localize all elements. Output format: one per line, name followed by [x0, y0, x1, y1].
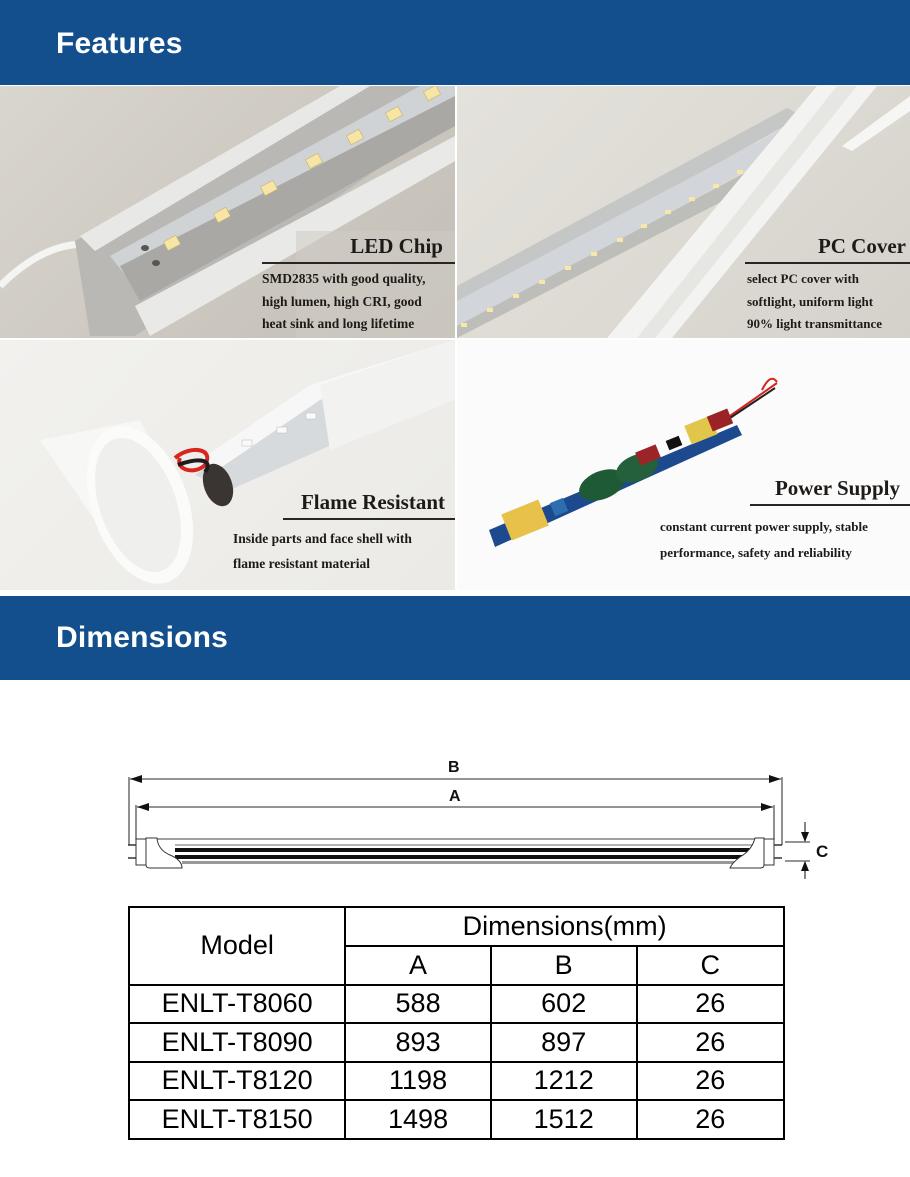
feature-caption-led-chip — [262, 234, 455, 336]
feature-line: SMD2835 with good quality, — [262, 271, 426, 286]
feature-caption-flame-resistant — [233, 490, 455, 576]
dim-b-cell: 602 — [491, 985, 637, 1024]
dim-a-cell: 893 — [345, 1023, 491, 1062]
feature-description — [745, 268, 910, 336]
feature-panel-power-supply — [457, 340, 910, 590]
feature-line: select PC cover with — [747, 271, 860, 286]
feature-panel-pc-cover — [457, 86, 910, 338]
feature-line: flame resistant material — [233, 556, 370, 571]
model-header: Model — [129, 907, 345, 985]
dimensions-table — [128, 906, 785, 1140]
feature-line: high lumen, high CRI, good — [262, 293, 422, 309]
column-header-a: A — [345, 946, 491, 985]
dim-c-cell: 26 — [637, 985, 785, 1024]
dimension-label-a: A — [449, 788, 461, 805]
table-row — [129, 1062, 784, 1101]
table-row — [129, 985, 784, 1024]
dimensions-group-header: Dimensions(mm) — [345, 907, 784, 946]
feature-caption-pc-cover — [745, 234, 910, 336]
feature-description — [262, 268, 455, 336]
feature-panel-led-chip — [0, 86, 455, 338]
dim-a-cell: 1198 — [345, 1062, 491, 1101]
model-cell: ENLT-T8150 — [129, 1100, 345, 1139]
tube-dimension-diagram — [120, 755, 840, 885]
column-header-b: B — [491, 946, 637, 985]
feature-title: Power Supply — [750, 476, 910, 506]
dim-c-cell: 26 — [637, 1062, 785, 1101]
feature-line: constant current power supply, stable — [660, 519, 868, 534]
dim-b-cell: 897 — [491, 1023, 637, 1062]
dim-c-cell: 26 — [637, 1100, 785, 1139]
feature-line: performance, safety and reliability — [660, 545, 852, 560]
feature-title: PC Cover — [745, 234, 910, 264]
model-cell: ENLT-T8060 — [129, 985, 345, 1024]
model-cell: ENLT-T8120 — [129, 1062, 345, 1101]
table-row — [129, 1100, 784, 1139]
feature-line: heat sink and long lifetime — [262, 316, 415, 331]
feature-title: Flame Resistant — [283, 490, 455, 520]
dimension-label-b: B — [448, 759, 460, 776]
feature-title: LED Chip — [262, 234, 455, 264]
feature-panel-flame-resistant — [0, 340, 455, 590]
dimensions-banner — [0, 596, 910, 680]
column-header-c: C — [637, 946, 785, 985]
features-title: Features — [56, 27, 183, 60]
dimension-label-c: C — [816, 842, 829, 861]
feature-line: 90% light transmittance — [747, 316, 883, 331]
feature-caption-power-supply — [660, 476, 910, 566]
model-cell: ENLT-T8090 — [129, 1023, 345, 1062]
table-header-row — [129, 907, 784, 946]
dim-b-cell: 1212 — [491, 1062, 637, 1101]
dim-b-cell: 1512 — [491, 1100, 637, 1139]
features-banner — [0, 0, 910, 85]
table-row — [129, 1023, 784, 1062]
feature-line: Inside parts and face shell with — [233, 531, 412, 546]
feature-line: softlight, uniform light — [747, 293, 874, 309]
dim-a-cell: 1498 — [345, 1100, 491, 1139]
feature-description — [233, 526, 455, 576]
dim-a-cell: 588 — [345, 985, 491, 1024]
dimensions-title: Dimensions — [56, 621, 229, 654]
dim-c-cell: 26 — [637, 1023, 785, 1062]
tube-outline-drawing — [120, 755, 840, 885]
feature-description — [660, 514, 910, 566]
